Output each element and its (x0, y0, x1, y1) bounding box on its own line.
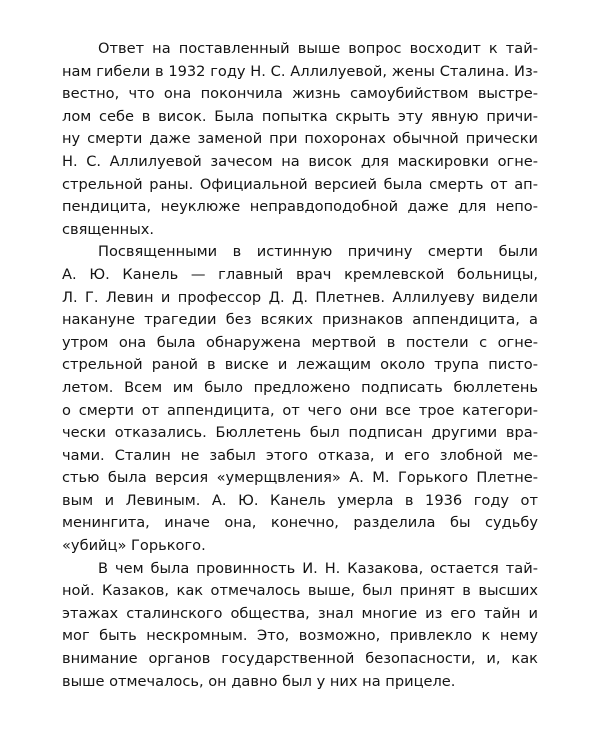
text-line: ной. Казаков, как отмечалось выше, был принят в высших (62, 582, 538, 600)
text-line: Н. С. Аллилуевой зачесом на висок для маскировки огне- (62, 152, 538, 170)
paragraph-1 (62, 38, 538, 241)
document-page (62, 38, 538, 693)
paragraph-2 (62, 241, 538, 557)
text-line: накануне трагедии без всяких признаков аппендицита, а (62, 311, 538, 329)
text-line: Ответ на поставленный выше вопрос восходит к тай- (98, 40, 538, 57)
text-line: вым и Левиным. А. Ю. Канель умерла в 1936 году от (62, 491, 538, 509)
text-line: А. Ю. Канель — главный врач кремлевской больницы, (62, 265, 538, 283)
text-line: лом себе в висок. Была попытка скрыть эту явную причи- (62, 107, 538, 125)
paragraph-3 (62, 558, 538, 694)
text-line: стью была версия «умерщвления» А. М. Горького Плетне- (62, 469, 538, 487)
text-line: вестно, что она покончила жизнь самоубийством выстре- (62, 85, 538, 103)
text-line: о смерти от аппендицита, от чего они все трое категори- (62, 401, 538, 419)
text-line: Посвященными в истинную причину смерти были (98, 243, 538, 261)
text-line: менингита, иначе она, конечно, разделила бы судьбу (62, 514, 538, 532)
text-line: чами. Сталин не забыл этого отказа, и его злобной ме- (62, 446, 538, 464)
text-line: мог быть нескромным. Это, возможно, привлекло к нему (62, 627, 538, 645)
text-line: «убийц» Горького. (62, 537, 206, 555)
text-line: этажах сталинского общества, знал многие из его тайн и (62, 604, 538, 622)
text-line: Л. Г. Левин и профессор Д. Д. Плетнев. Аллилуеву видели (62, 288, 538, 306)
text-line: стрельной раной в виске и лежащим около трупа писто- (62, 356, 538, 374)
text-line: ну смерти даже заменой при похоронах обычной прически (62, 130, 538, 148)
text-line: утром она была обнаружена мертвой в постели с огне- (62, 333, 538, 351)
text-line: нам гибели в 1932 году Н. С. Аллилуевой, жены Сталина. Из- (62, 62, 538, 80)
text-line: чески отказались. Бюллетень был подписан другими вра- (62, 424, 538, 442)
text-line: пендицита, неуклюже неправдоподобной даже для непо- (62, 198, 538, 216)
text-line: внимание органов государственной безопасности, и, как (62, 650, 538, 668)
text-line: стрельной раны. Официальной версией была смерть от ап- (62, 175, 538, 193)
text-line: священных. (62, 220, 155, 238)
text-line: выше отмечалось, он давно был у них на прицеле. (62, 672, 456, 690)
text-line: В чем была провинность И. Н. Казакова, остается тай- (98, 559, 538, 577)
text-line: летом. Всем им было предложено подписать бюллетень (62, 378, 538, 396)
